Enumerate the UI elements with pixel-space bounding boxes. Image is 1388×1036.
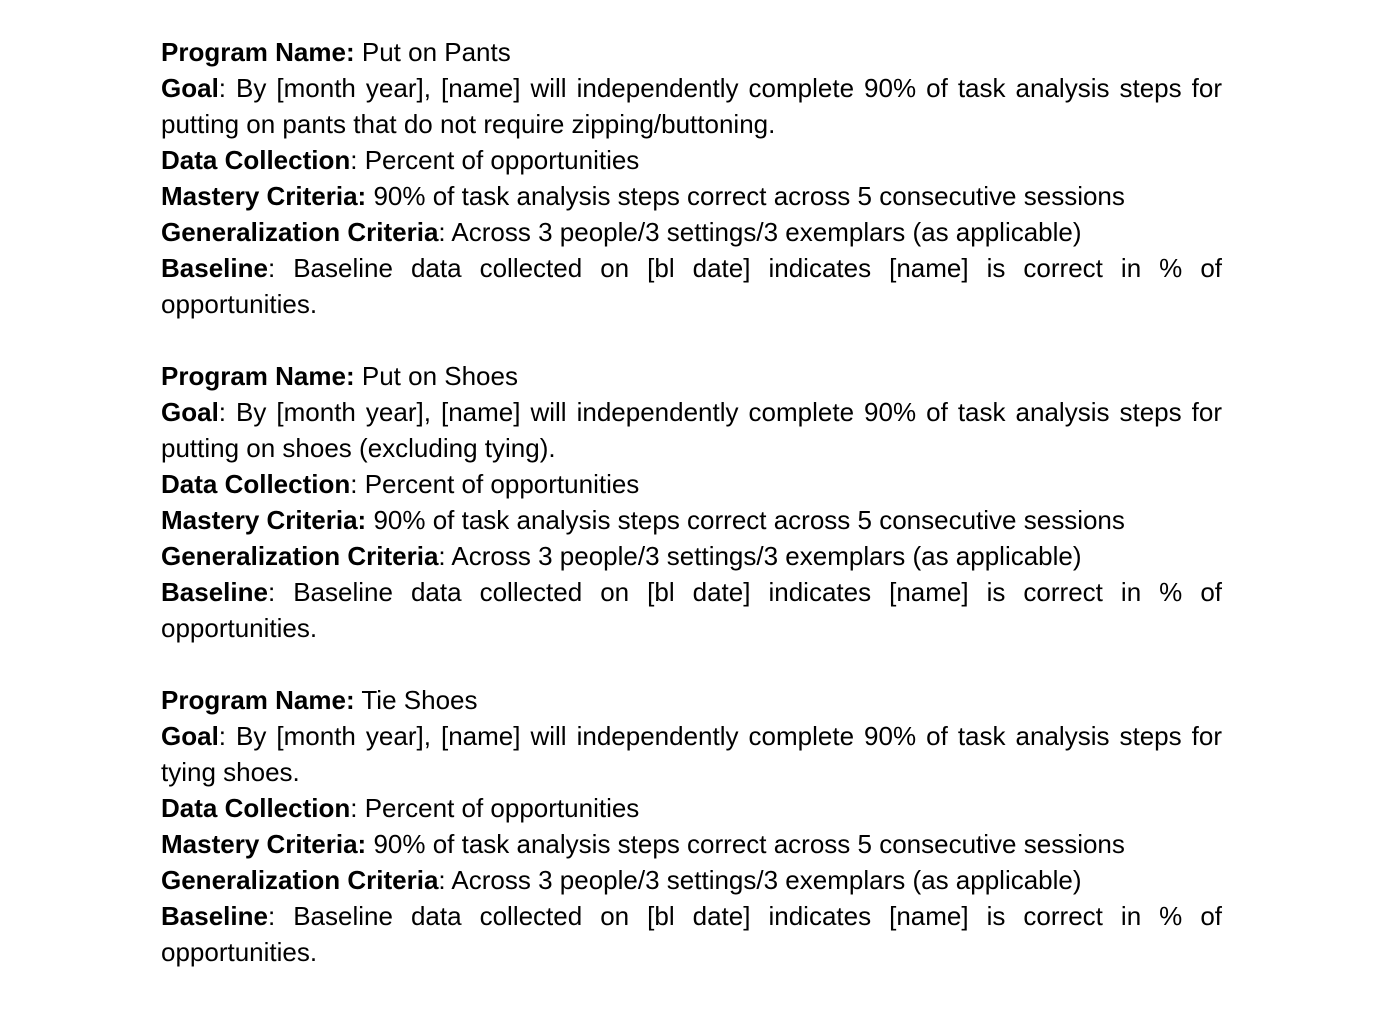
mastery-criteria-line <box>161 178 1222 214</box>
data-collection-value: : Percent of opportunities <box>350 145 640 175</box>
generalization-criteria-line <box>161 862 1222 898</box>
data-collection-line <box>161 466 1222 502</box>
document-body <box>161 34 1222 1006</box>
data-collection-line <box>161 142 1222 178</box>
goal-line <box>161 718 1222 790</box>
program-name-value: Put on Shoes <box>361 361 518 391</box>
goal-value: : By [month year], [name] will independently complete 90% of task analysis steps for putting on shoes (excluding tying). <box>161 397 1222 463</box>
goal-line <box>161 70 1222 142</box>
program-block <box>161 34 1222 322</box>
mastery-criteria-label: Mastery Criteria: <box>161 505 367 535</box>
baseline-line <box>161 250 1222 322</box>
generalization-criteria-label: Generalization Criteria <box>161 865 439 895</box>
mastery-criteria-value: 90% of task analysis steps correct across 5 consecutive sessions <box>373 505 1125 535</box>
program-name-line <box>161 682 1222 718</box>
data-collection-value: : Percent of opportunities <box>350 469 640 499</box>
goal-line <box>161 394 1222 466</box>
mastery-criteria-value: 90% of task analysis steps correct across 5 consecutive sessions <box>373 181 1125 211</box>
mastery-criteria-label: Mastery Criteria: <box>161 181 367 211</box>
program-name-label: Program Name: <box>161 37 355 67</box>
program-block <box>161 682 1222 970</box>
data-collection-label: Data Collection <box>161 469 351 499</box>
baseline-line <box>161 898 1222 970</box>
program-name-value: Tie Shoes <box>361 685 478 715</box>
mastery-criteria-value: 90% of task analysis steps correct across 5 consecutive sessions <box>373 829 1125 859</box>
data-collection-label: Data Collection <box>161 793 351 823</box>
generalization-criteria-value: : Across 3 people/3 settings/3 exemplars (as applicable) <box>438 865 1082 895</box>
program-name-line <box>161 358 1222 394</box>
baseline-label: Baseline <box>161 577 268 607</box>
generalization-criteria-value: : Across 3 people/3 settings/3 exemplars (as applicable) <box>438 217 1082 247</box>
generalization-criteria-label: Generalization Criteria <box>161 541 439 571</box>
goal-value: : By [month year], [name] will independently complete 90% of task analysis steps for tying shoes. <box>161 721 1222 787</box>
generalization-criteria-line <box>161 214 1222 250</box>
mastery-criteria-label: Mastery Criteria: <box>161 829 367 859</box>
mastery-criteria-line <box>161 826 1222 862</box>
program-name-label: Program Name: <box>161 685 355 715</box>
program-name-label: Program Name: <box>161 361 355 391</box>
program-name-line <box>161 34 1222 70</box>
generalization-criteria-value: : Across 3 people/3 settings/3 exemplars (as applicable) <box>438 541 1082 571</box>
baseline-value: : Baseline data collected on [bl date] indicates [name] is correct in % of opportunities. <box>161 253 1222 319</box>
baseline-value: : Baseline data collected on [bl date] indicates [name] is correct in % of opportunities. <box>161 577 1222 643</box>
generalization-criteria-label: Generalization Criteria <box>161 217 439 247</box>
mastery-criteria-line <box>161 502 1222 538</box>
baseline-line <box>161 574 1222 646</box>
data-collection-line <box>161 790 1222 826</box>
baseline-label: Baseline <box>161 253 268 283</box>
program-name-value: Put on Pants <box>361 37 511 67</box>
baseline-label: Baseline <box>161 901 268 931</box>
program-block <box>161 358 1222 646</box>
generalization-criteria-line <box>161 538 1222 574</box>
goal-label: Goal <box>161 73 219 103</box>
baseline-value: : Baseline data collected on [bl date] indicates [name] is correct in % of opportunities. <box>161 901 1222 967</box>
data-collection-value: : Percent of opportunities <box>350 793 640 823</box>
goal-label: Goal <box>161 721 219 751</box>
goal-value: : By [month year], [name] will independently complete 90% of task analysis steps for putting on pants that do not require zipping/buttoning. <box>161 73 1222 139</box>
goal-label: Goal <box>161 397 219 427</box>
data-collection-label: Data Collection <box>161 145 351 175</box>
